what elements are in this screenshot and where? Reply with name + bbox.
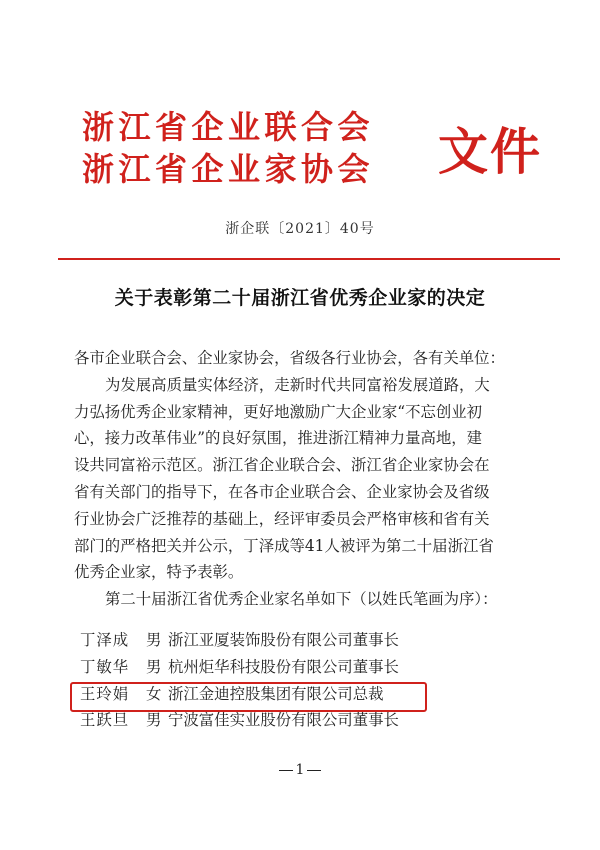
awardee-row [80, 654, 399, 681]
awardee-row-highlighted [80, 681, 399, 708]
body-line: 为发展高质量实体经济，走新时代共同富裕发展道路，大 [105, 375, 490, 394]
body-line: 优秀企业家，特予表彰。 [74, 563, 244, 582]
document-body [74, 345, 554, 613]
awardee-gender: 男 [146, 657, 162, 676]
awardee-row [80, 627, 399, 654]
issuing-organizations [82, 106, 374, 190]
awardee-gender: 男 [146, 711, 162, 730]
red-divider-line [58, 258, 560, 260]
document-number: 浙企联〔2021〕40号 [225, 221, 375, 237]
dash-right [307, 770, 321, 771]
dash-left [279, 770, 293, 771]
page-number: 1 [295, 762, 305, 778]
org-name-1: 浙江省企业联合会 [82, 108, 375, 146]
org-name-2: 浙江省企业家协会 [82, 150, 375, 188]
body-line: 设共同富裕示范区。浙江省企业联合会、浙江省企业家协会在 [74, 456, 490, 475]
awardee-gender: 女 [146, 684, 162, 703]
awardee-list [80, 627, 399, 734]
awardee-position: 浙江亚厦装饰股份有限公司董事长 [168, 631, 399, 649]
page-footer [0, 762, 600, 778]
awardee-position: 杭州炬华科技股份有限公司董事长 [168, 657, 399, 676]
awardee-position: 浙江金迪控股集团有限公司总裁 [168, 684, 384, 703]
awardee-name: 丁泽成 [80, 631, 130, 649]
list-intro-line: 第二十届浙江省优秀企业家名单如下（以姓氏笔画为序）： [105, 590, 498, 609]
salutation-line: 各市企业联合会、企业家协会，省级各行业协会，各有关单位： [74, 349, 505, 367]
awardee-position: 宁波富佳实业股份有限公司董事长 [168, 711, 399, 730]
body-line: 省有关部门的指导下，在各市企业联合会、企业家协会及省级 [74, 482, 490, 501]
body-line: 心，接力改革伟业”的良好氛围，推进浙江精神力量高地，建 [74, 429, 483, 448]
awardee-name: 丁敏华 [80, 657, 130, 676]
body-line: 行业协会广泛推荐的基础上，经评审委员会严格审核和省有关 [74, 509, 490, 528]
document-title: 关于表彰第二十届浙江省优秀企业家的决定 [114, 287, 486, 309]
awardee-row [80, 707, 399, 734]
document-type-word: 文件 [438, 122, 542, 181]
awardee-name: 王跃旦 [80, 711, 130, 730]
awardee-gender: 男 [146, 631, 162, 649]
body-line: 力弘扬优秀企业家精神，更好地激励广大企业家“不忘创业初 [74, 402, 483, 421]
awardee-name: 王玲娟 [80, 684, 130, 703]
body-line: 部门的严格把关并公示，丁泽成等41人被评为第二十届浙江省 [74, 536, 494, 555]
